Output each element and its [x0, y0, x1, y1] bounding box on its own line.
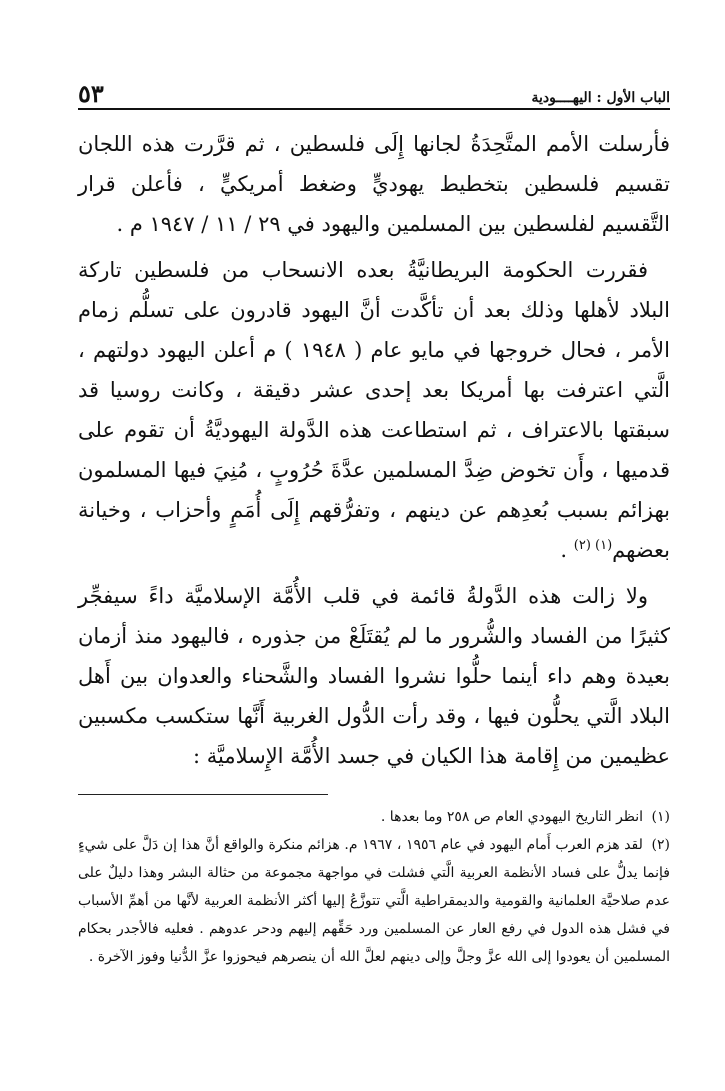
running-header	[78, 78, 670, 110]
paragraph-text: ولا زالت هذه الدَّولةُ قائمة في قلب الأُمَّة الإسلاميَّة داءً سيفجِّر كثيرًا من الفساد والشُّرور ما لم يُقتَلَعْ من جذوره ، فاليهود منذ أزمان بعيدة وهم داء أينما حلُّوا نشروا الفساد والشَّحناء والعدوان بين أَهل البلاد الَّتي يحلُّون فيها ، وقد رأت الدُّول الغربية أَنَّها ستكسب مكسبين عظيمين من إِقامة هذا الكيان في جسد الأُمَّة الإِسلاميَّة :	[78, 584, 670, 768]
paragraph-ending: .	[560, 538, 574, 562]
main-text	[78, 124, 670, 776]
footnote	[78, 803, 670, 831]
footnote-reference: (١) (٢)	[573, 538, 613, 553]
page-number: ٥٣	[78, 79, 104, 108]
footnote-mark: (٢)	[651, 837, 670, 853]
footnote-divider	[78, 794, 328, 795]
footnote-mark: (١)	[651, 809, 670, 825]
chapter-title: الباب الأول : اليهــــودية	[531, 90, 670, 106]
paragraph	[78, 250, 670, 570]
footnote	[78, 831, 670, 971]
paragraph	[78, 124, 670, 244]
paragraph	[78, 576, 670, 776]
footnote-text: لقد هزم العرب أَمام اليهود في عام ١٩٥٦ ، ١٩٦٧ م. هزائم منكرة والواقع أنَّ هذا إن دَلَّ على شيءٍ فإنما يدلُّ على فساد الأنظمة العربية الَّتي فشلت في مواجهة مجموعة من حثالة البشر وهذا دليلٌ على عدم صلاحيَّة العلمانية والقومية والديمقراطية الَّتي تتوزَّعُ إليها أكثر الأنظمة العربية لأنَّها من أهمِّ الأسباب في فشل هذه الدول في رفع العار عن المسلمين ورد حَقِّهم إليهم ودحر عدوهم . فعليه فالأجدر بحكام المسلمين أن يعودوا إلى الله عزَّ وجلَّ وإلى دينهم لعلَّ الله أن ينصرهم فيحوزوا عزَّ الدُّنيا وفوز الآخرة .	[78, 837, 670, 965]
paragraph-text: فقررت الحكومة البريطانيَّةُ بعده الانسحاب من فلسطين تاركة البلاد لأهلها وذلك بعد أن تأكَّدت أنَّ اليهود قادرون على تسلُّم زمام الأمر ، فحال خروجها في مايو عام ( ١٩٤٨ ) م أعلن اليهود دولتهم ، الَّتي اعترفت بها أمريكا بعد إحدى عشر دقيقة ، وكانت روسيا قد سبقتها بالاعتراف ، ثم استطاعت هذه الدَّولة اليهوديَّةُ أن تقوم على قدميها ، وأَن تخوض ضِدَّ المسلمين عدَّةَ حُرُوبٍ ، مُنِيَ فيها المسلمون بهزائم بسبب بُعدِهم عن دينهم ، وتفرُّقهم إِلَى أُمَمٍ وأحزاب ، وخيانة بعضهم	[78, 258, 670, 562]
book-page	[78, 78, 670, 1068]
footnotes	[78, 794, 670, 971]
footnote-text: انظر التاريخ اليهودي العام ص ٢٥٨ وما بعدها .	[380, 809, 644, 825]
paragraph-text: فأرسلت الأمم المتَّحِدَةُ لجانها إِلَى فلسطين ، ثم قرَّرت هذه اللجان تقسيم فلسطين بتخطيط يهوديٍّ وضغط أمريكيٍّ ، فأعلن قرار التَّقسيم لفلسطين بين المسلمين واليهود في ٢٩ / ١١ / ١٩٤٧ م .	[78, 132, 670, 236]
